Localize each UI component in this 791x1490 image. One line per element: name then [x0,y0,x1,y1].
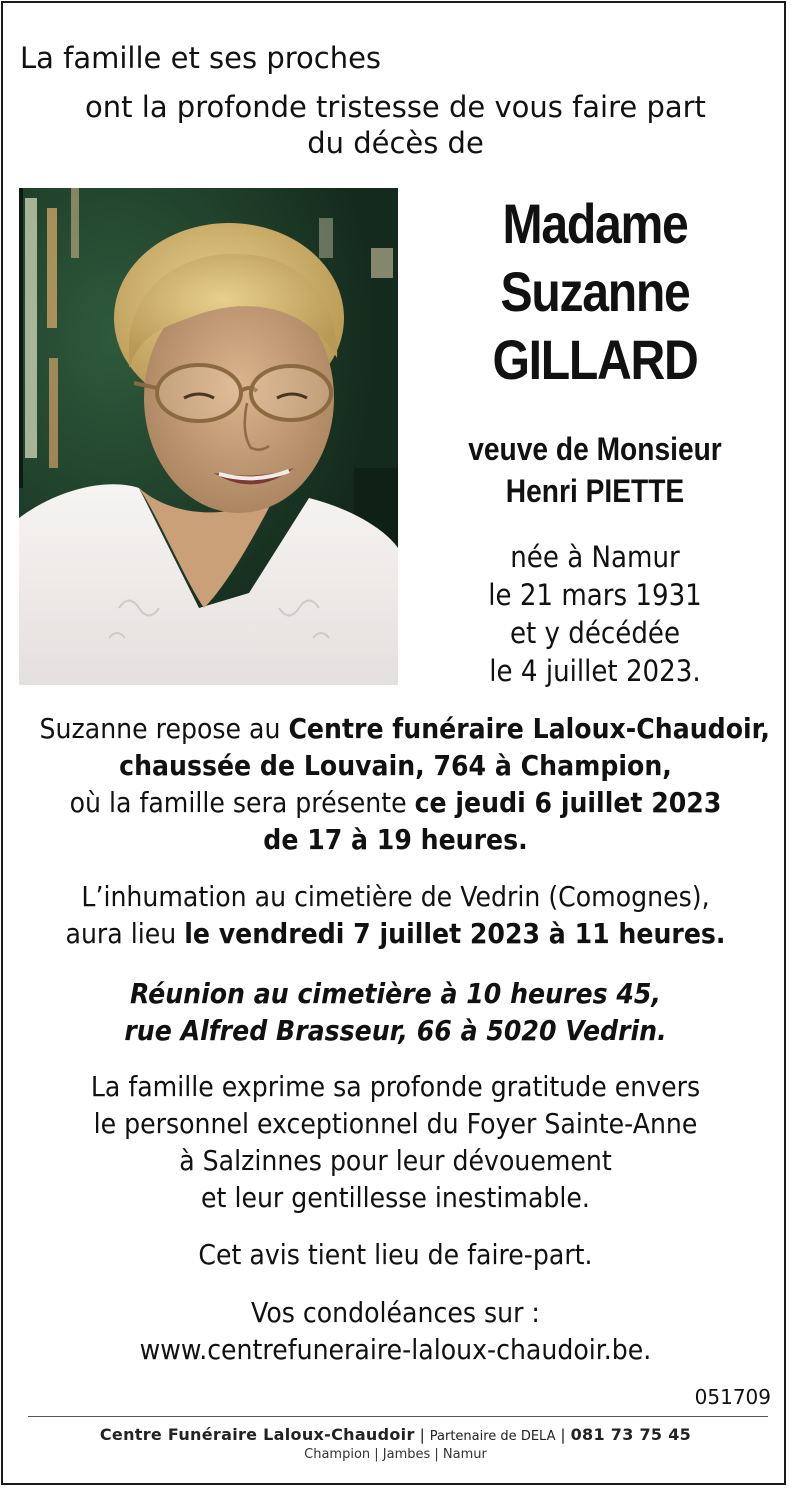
footer-company: Centre Funéraire Laloux-Chaudoir [99,1425,415,1444]
condolences-paragraph [0,1294,791,1368]
gratitude-l3: à Salzinnes pour leur dévouement [179,1144,612,1177]
intro-line-1: La famille et ses proches [20,41,382,75]
notice-text: Cet avis tient lieu de faire-part. [198,1238,593,1271]
footer-sep-1: | [419,1426,425,1444]
meeting-l1: Réunion au cimetière à 10 heures 45, [129,977,662,1010]
rest-l2-bold: chaussée de Louvain, 764 à Champion, [119,749,672,782]
footer-company-line [0,1425,791,1444]
gratitude-l2: le personnel exceptionnel du Foyer Sainte-Anne [93,1107,698,1140]
birth-death-info [400,538,790,690]
meeting-paragraph [0,975,791,1049]
deceased-name-block [400,190,790,394]
notice-statement [0,1236,791,1273]
rest-l1-prefix: Suzanne repose au [39,712,289,745]
footer-divider [28,1416,768,1417]
widow-line-2: Henri PIETTE [505,473,685,509]
rest-l1-bold: Centre funéraire Laloux-Chaudoir, [288,712,770,745]
death-place: et y décédée [509,616,681,650]
burial-l1: L’inhumation au cimetière de Vedrin (Comognes), [81,880,710,913]
gratitude-l1: La famille exprime sa profonde gratitude envers [90,1070,701,1103]
condolences-l1: Vos condoléances sur : [251,1296,540,1329]
meeting-l2: rue Alfred Brasseur, 66 à 5020 Vedrin. [124,1014,667,1047]
burial-paragraph [0,878,791,952]
birth-date: le 21 mars 1931 [488,578,702,612]
birth-place: née à Namur [510,540,680,574]
footer-partner: Partenaire de DELA [429,1429,556,1444]
footer-sep-2: | [560,1426,566,1444]
footer-phone: 081 73 75 45 [570,1425,692,1444]
death-date: le 4 juillet 2023. [489,654,701,688]
rest-l3-bold: ce jeudi 6 juillet 2023 [414,786,722,819]
widow-line-1: veuve de Monsieur [468,431,722,467]
rest-paragraph [0,710,791,858]
gratitude-l4: et leur gentillesse inestimable. [201,1181,590,1214]
deceased-first-name: Suzanne [500,260,690,323]
rest-l3-prefix: où la famille sera présente [69,786,415,819]
rest-l4-bold: de 17 à 19 heures. [263,823,528,856]
burial-l2-prefix: aura lieu [65,917,185,950]
burial-l2-bold: le vendredi 7 juillet 2023 à 11 heures. [184,917,726,950]
widow-of [400,428,790,512]
deceased-title: Madame [502,192,688,255]
portrait-photo [19,188,398,685]
gratitude-paragraph [0,1068,791,1216]
deceased-last-name: GILLARD [492,328,698,391]
condolences-url[interactable]: www.centrefuneraire-laloux-chaudoir.be. [139,1333,652,1366]
intro-line-2: ont la profonde tristesse de vous faire part [85,90,706,124]
reference-number: 051709 [694,1385,771,1409]
footer-locations: Champion | Jambes | Namur [304,1447,487,1462]
intro-line-3: du décès de [307,126,484,160]
